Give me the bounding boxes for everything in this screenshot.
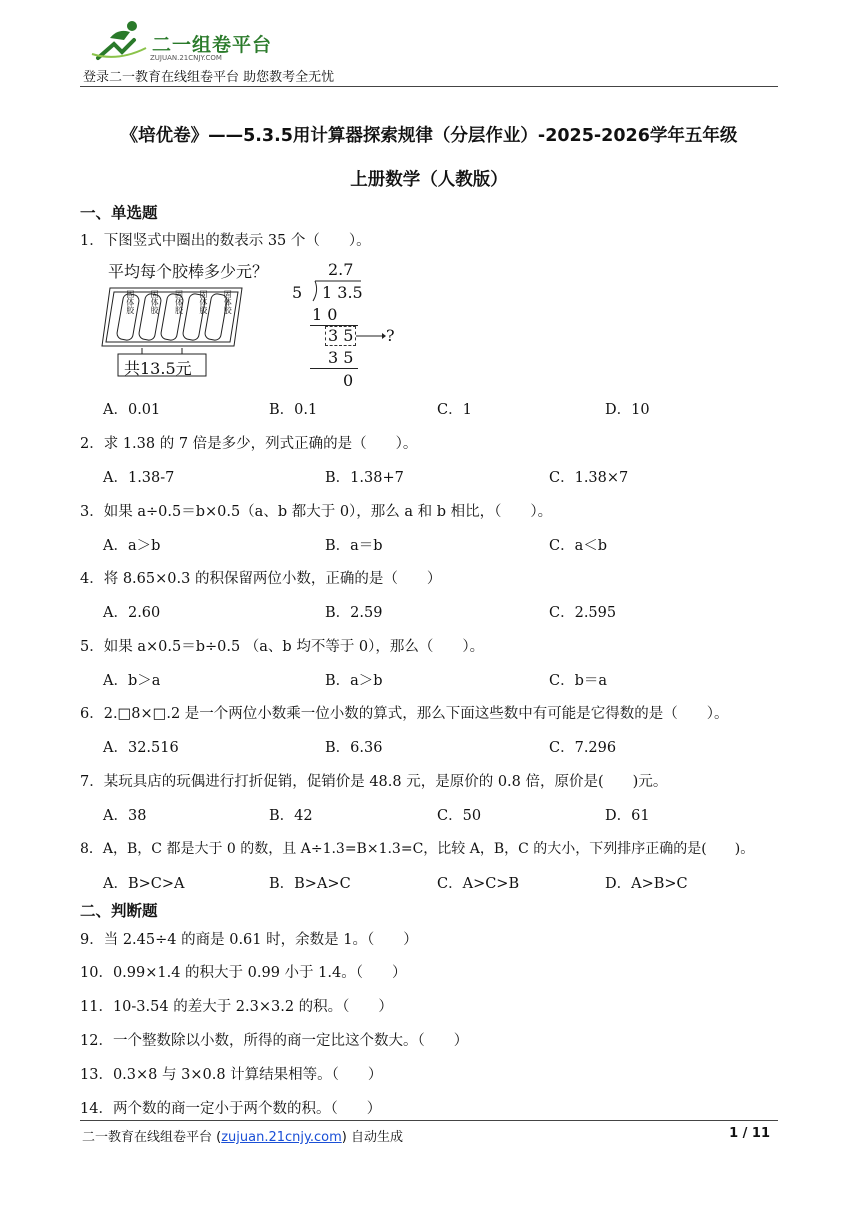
question-6: 6．2.□8×□.2 是一个两位小数乘一位小数的算式，那么下面这些数中有可能是它得数的是（ ）。 [80, 706, 729, 722]
question-7: 7．某玩具店的玩偶进行打折促销，促销价是 48.8 元，是原价的 0.8 倍，原价是( )元。 [80, 774, 668, 790]
q7-option-b[interactable]: B．42 [269, 808, 313, 824]
q5-option-c[interactable]: C．b＝a [549, 673, 608, 689]
q1-option-c[interactable]: C．1 [437, 402, 472, 418]
stick-label: 固体胶 [223, 290, 233, 314]
footer-link[interactable]: zujuan.21cnjy.com [221, 1130, 342, 1145]
page-title-line-1: 《培优卷》——5.3.5用计算器探索规律（分层作业）-2025-2026学年五年级 [120, 126, 738, 146]
page-number: 1 / 11 [729, 1126, 770, 1141]
q5-option-a[interactable]: A．b＞a [103, 673, 161, 689]
question-3: 3．如果 a÷0.5＝b×0.5（a、b 都大于 0），那么 a 和 b 相比，（ ）。 [80, 504, 553, 520]
section-heading-single-choice: 一、单选题 [80, 204, 158, 222]
question-1: 1．下图竖式中圈出的数表示 35 个（ ）。 [80, 233, 371, 249]
q8-option-d[interactable]: D．A>B>C [605, 876, 688, 892]
header-slogan: 登录二一教育在线组卷平台 助您教考全无忧 [83, 70, 335, 85]
total-price-label: 共13.5元 [124, 359, 192, 378]
division-remainder: 0 [343, 371, 354, 390]
logo-text: 二一组卷平台 [152, 34, 273, 56]
question-8: 8．A，B，C 都是大于 0 的数，且 A÷1.3=B×1.3=C，比较 A，B，C 的大小，下列排序正确的是( )。 [80, 841, 755, 857]
division-row-1: 1 0 [312, 305, 338, 324]
footer-suffix: ) 自动生成 [341, 1130, 403, 1145]
judgement-10: 10．0.99×1.4 的积大于 0.99 小于 1.4。（ ） [80, 965, 407, 981]
q8-option-a[interactable]: A．B>C>A [103, 876, 185, 892]
q4-option-c[interactable]: C．2.595 [549, 605, 617, 621]
q2-option-b[interactable]: B．1.38+7 [325, 470, 404, 486]
division-quotient: 2.7 [328, 260, 354, 279]
judgement-13: 13．0.3×8 与 3×0.8 计算结果相等。（ ） [80, 1067, 383, 1083]
logo-subtext: ZUJUAN.21CNJY.COM [150, 54, 222, 62]
q2-option-a[interactable]: A．1.38-7 [103, 470, 175, 486]
q7-option-d[interactable]: D．61 [605, 808, 650, 824]
arrow-right-icon [356, 328, 386, 344]
judgement-14: 14．两个数的商一定小于两个数的积。（ ） [80, 1101, 382, 1117]
figure-question-text: 平均每个胶棒多少元？ [108, 262, 269, 281]
stick-label: 固体胶 [125, 290, 135, 314]
footer-divider [80, 1120, 778, 1121]
q8-option-b[interactable]: B．B>A>C [269, 876, 351, 892]
arrow-question-mark: ? [386, 326, 395, 345]
q7-option-c[interactable]: C．50 [437, 808, 482, 824]
q1-option-d[interactable]: D．10 [605, 402, 650, 418]
page-title-line-2: 上册数学（人教版） [350, 170, 508, 190]
stick-label: 固体胶 [174, 290, 184, 314]
division-row-3: 3 5 [328, 348, 354, 367]
q4-option-b[interactable]: B．2.59 [325, 605, 383, 621]
q6-option-b[interactable]: B．6.36 [325, 740, 383, 756]
header-divider [80, 86, 778, 87]
q6-option-c[interactable]: C．7.296 [549, 740, 617, 756]
q7-option-a[interactable]: A．38 [103, 808, 147, 824]
judgement-12: 12．一个整数除以小数，所得的商一定比这个数大。（ ） [80, 1033, 469, 1049]
division-line-2 [310, 368, 358, 369]
q2-option-c[interactable]: C．1.38×7 [549, 470, 629, 486]
division-circled-number: 3 5 [325, 326, 356, 346]
division-dividend: 1 3.5 [322, 283, 363, 302]
stick-label: 固体胶 [150, 290, 160, 314]
q6-option-a[interactable]: A．32.516 [103, 740, 179, 756]
judgement-9: 9．当 2.45÷4 的商是 0.61 时，余数是 1。（ ） [80, 932, 418, 948]
q4-option-a[interactable]: A．2.60 [103, 605, 161, 621]
q3-option-a[interactable]: A．a＞b [103, 538, 161, 554]
question-5: 5．如果 a×0.5＝b÷0.5 （a、b 均不等于 0），那么（ ）。 [80, 639, 485, 655]
stick-label: 固体胶 [198, 290, 208, 314]
q1-option-b[interactable]: B．0.1 [269, 402, 318, 418]
question-4: 4．将 8.65×0.3 的积保留两位小数，正确的是（ ） [80, 571, 442, 587]
q1-option-a[interactable]: A．0.01 [103, 402, 161, 418]
q5-option-b[interactable]: B．a＞b [325, 673, 383, 689]
section-heading-judgement: 二、判断题 [80, 902, 158, 920]
q3-option-b[interactable]: B．a＝b [325, 538, 383, 554]
division-divisor: 5 [292, 283, 303, 302]
question-2: 2．求 1.38 的 7 倍是多少，列式正确的是（ ）。 [80, 436, 418, 452]
judgement-11: 11．10-3.54 的差大于 2.3×3.2 的积。（ ） [80, 999, 393, 1015]
footer-text [82, 1126, 403, 1145]
q3-option-c[interactable]: C．a＜b [549, 538, 608, 554]
q8-option-c[interactable]: C．A>C>B [437, 876, 520, 892]
footer-prefix: 二一教育在线组卷平台 ( [82, 1130, 222, 1145]
